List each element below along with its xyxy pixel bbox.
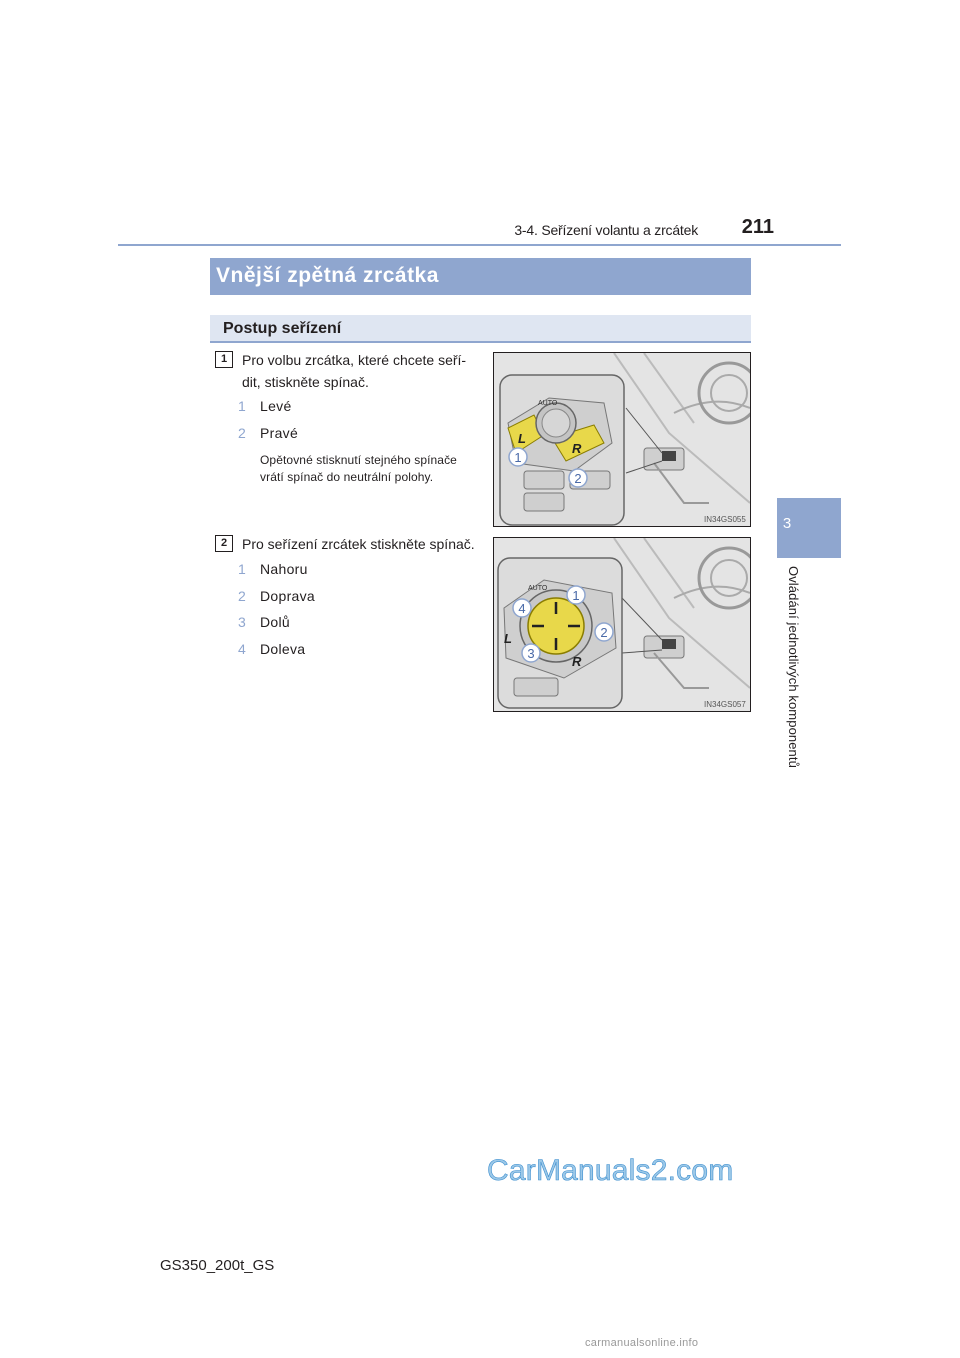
fig1-auto-label: AUTO — [538, 400, 558, 407]
mirror-select-switch-illustration — [494, 353, 750, 526]
footer-model-code: GS350_200t_GS — [160, 1257, 275, 1274]
step-1-item-1-number: 1 — [238, 398, 246, 414]
step-1-item-1-label: Levé — [260, 398, 292, 414]
fig2-callout-3: 3 — [527, 646, 535, 661]
step-1-text-line2: dit, stiskněte spínač. — [242, 374, 369, 390]
step-1-note-line2: vrátí spínač do neutrální polohy. — [260, 470, 434, 484]
step-1-note — [260, 452, 485, 486]
step-2-text: Pro seřízení zrcátek stiskněte spínač. — [242, 536, 475, 552]
fig2-left-label: L — [504, 631, 512, 646]
figure-mirror-select-switch — [493, 352, 751, 527]
subsection-title: Postup seřízení — [223, 320, 342, 337]
step-2-item-4-label: Doleva — [260, 641, 306, 657]
fig1-callout-2: 2 — [574, 471, 582, 486]
section-title: Vnější zpětná zrcátka — [216, 264, 439, 287]
step-2-marker: 2 — [215, 535, 233, 552]
step-1-item-2-label: Pravé — [260, 425, 299, 441]
step-2-item-1-label: Nahoru — [260, 561, 308, 577]
header-rule — [118, 244, 841, 246]
fig2-callout-4: 4 — [518, 601, 526, 616]
fig1-callout-1: 1 — [514, 450, 522, 465]
watermark-carmanuals2: CarManuals2.com — [487, 1154, 734, 1187]
fig2-auto-label: AUTO — [528, 585, 548, 592]
chapter-tab-number: 3 — [782, 515, 792, 532]
step-2-item-2-number: 2 — [238, 588, 246, 604]
chapter-tab-title-text: Ovládání jednotlivých komponentů — [786, 566, 801, 768]
mirror-adjust-switch-illustration — [494, 538, 750, 711]
figure-1-code: IN34GS055 — [704, 515, 746, 524]
fig2-callout-1: 1 — [572, 588, 580, 603]
chapter-tab-title — [786, 566, 808, 796]
step-2-item-3-label: Dolů — [260, 614, 290, 630]
page-number: 211 — [741, 216, 774, 238]
fig2-right-label: R — [572, 654, 582, 669]
step-2-item-3-number: 3 — [238, 614, 246, 630]
step-1-marker: 1 — [215, 351, 233, 368]
step-1-text-line1: Pro volbu zrcátka, které chcete seří- — [242, 352, 467, 368]
step-2-item-2-label: Doprava — [260, 588, 316, 604]
fig1-left-label: L — [518, 431, 526, 446]
fig2-callout-2: 2 — [600, 625, 608, 640]
step-1-text — [242, 349, 482, 393]
watermark-carmanualsonline: carmanualsonline.info — [585, 1337, 699, 1349]
subsection-rule — [210, 341, 751, 343]
step-1-note-line1: Opětovné stisknutí stejného spínače — [260, 453, 457, 467]
step-2-item-4-number: 4 — [238, 641, 246, 657]
figure-mirror-adjust-switch — [493, 537, 751, 712]
fig1-right-label: R — [572, 441, 582, 456]
step-1-item-2-number: 2 — [238, 425, 246, 441]
running-header-section: 3-4. Seřízení volantu a zrcátek — [514, 222, 698, 238]
figure-2-code: IN34GS057 — [704, 700, 746, 709]
step-2-item-1-number: 1 — [238, 561, 246, 577]
